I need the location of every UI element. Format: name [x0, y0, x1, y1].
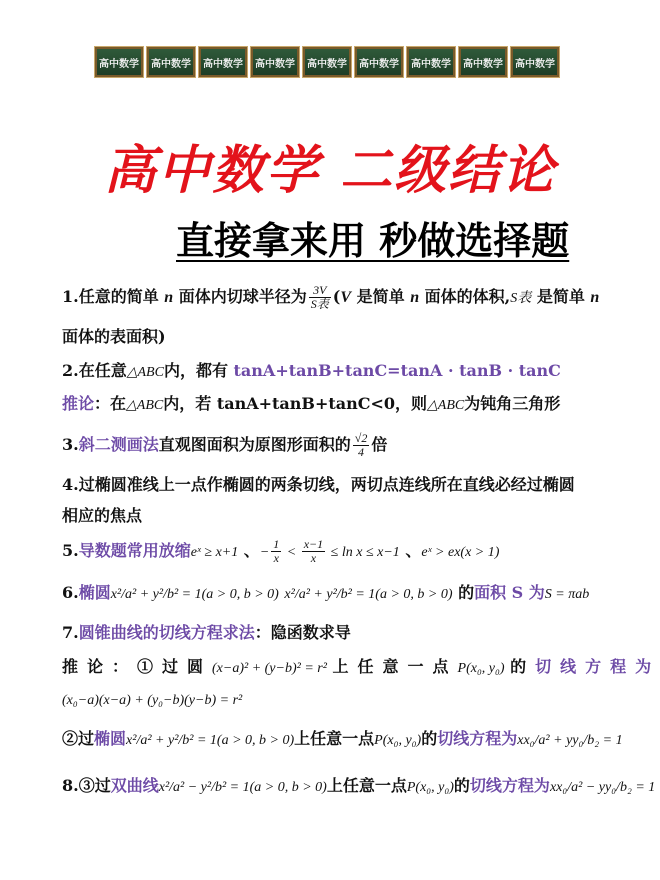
text: 内，若 tanA+tanB+tanC<0，则	[163, 394, 428, 413]
fraction-radius	[309, 284, 331, 311]
math-s: S表	[510, 291, 532, 306]
text: 5.	[62, 541, 79, 560]
badge: 高中数学	[95, 47, 143, 77]
highlight: 椭圆	[78, 583, 111, 602]
text: 面体内切球半径为	[173, 287, 307, 306]
math-circle: (x−a)² + (y−b)² = r²	[212, 661, 327, 676]
text: 面体的表面积)	[62, 327, 166, 346]
badge: 高中数学	[459, 47, 507, 77]
math-minus: −	[259, 545, 270, 560]
badge: 高中数学	[303, 47, 351, 77]
text: 4.过椭圆准线上一点作椭圆的两条切线，两切点连线所在直线必经过椭圆	[62, 475, 575, 494]
text: 推论：①过圆	[62, 657, 213, 676]
text: 上任意一点	[332, 657, 458, 676]
separator: 、	[238, 541, 260, 560]
math-inequality: ≤ ln x ≤ x−1	[327, 545, 400, 560]
fraction-x1-x	[302, 538, 325, 565]
text: 面体的体积,	[419, 287, 511, 306]
text: 是简单	[351, 287, 411, 306]
frac-num: √2	[354, 431, 368, 445]
text: ②过	[62, 729, 95, 748]
text: 上任意一点	[294, 729, 375, 748]
math-n: n	[590, 289, 600, 306]
math-hyperbola: x²/a² − y²/b² = 1(a > 0, b > 0)	[158, 780, 327, 795]
item-4-line-1	[62, 474, 607, 496]
text: 7.	[62, 623, 79, 642]
tan-identity: tanA+tanB+tanC=tanA · tanB · tanC	[233, 361, 561, 380]
highlight: 切线方程为	[469, 776, 550, 795]
math-n: n	[164, 289, 174, 306]
math-tangent: (x₀−a)(x−a) + (y₀−b)(y−b) = r²	[62, 693, 243, 708]
math-triangle: △ABC	[427, 398, 465, 413]
text: 相应的焦点	[62, 506, 143, 525]
math-ellipse: x²/a² + y²/b² = 1(a > 0, b > 0)	[110, 587, 279, 602]
math-point: P(x₀, y₀)	[374, 733, 422, 748]
frac-num: 1	[273, 537, 280, 551]
math-triangle: △ABC	[126, 365, 164, 380]
math-tangent: xx₀/a² − yy₀/b₂ = 1	[549, 780, 656, 795]
item-2-inference	[62, 393, 607, 417]
math-v: V	[340, 289, 352, 306]
item-1-line-2	[62, 326, 607, 348]
highlight: 面积 S 为	[474, 583, 545, 602]
frac-den: x	[310, 551, 317, 565]
fraction-sqrt2-4	[353, 432, 370, 459]
math-point: P(x₀, y₀)	[457, 661, 505, 676]
text: 的	[453, 776, 470, 795]
text: 直观图面积为原图形面积的	[158, 435, 351, 454]
highlight: 双曲线	[110, 776, 159, 795]
item-6	[62, 582, 607, 606]
page-subtitle: 直接拿来用 秒做选择题	[176, 219, 570, 263]
item-2-line-1	[62, 360, 607, 384]
badge: 高中数学	[147, 47, 195, 77]
item-3	[62, 432, 607, 459]
math-n: n	[410, 289, 420, 306]
highlight: 切线方程为	[535, 657, 660, 676]
item-7-title	[62, 622, 607, 644]
item-4-line-2	[62, 505, 607, 527]
item-1-line-1	[62, 284, 607, 311]
item-7-inference-2	[62, 728, 623, 752]
math-area: S = πab	[544, 587, 590, 602]
math-op: <	[283, 545, 300, 560]
frac-den: x	[273, 551, 279, 565]
text: 倍	[371, 435, 388, 454]
text: 是简单	[531, 287, 591, 306]
highlight: 圆锥曲线的切线方程求法	[78, 623, 255, 642]
math-triangle: △ABC	[126, 398, 164, 413]
text: 上任意一点	[326, 776, 407, 795]
badge: 高中数学	[511, 47, 559, 77]
math-inequality: eˣ > ex(x > 1)	[421, 545, 500, 560]
badge: 高中数学	[407, 47, 455, 77]
text: 为钝角三角形	[464, 394, 561, 413]
item-5	[62, 538, 607, 565]
frac-den: S表	[310, 297, 329, 311]
frac-den: 4	[358, 445, 365, 459]
badge: 高中数学	[199, 47, 247, 77]
math-tangent: xx₀/a² + yy₀/b₂ = 1	[517, 733, 623, 748]
highlight: 导数题常用放缩	[78, 541, 191, 560]
text: 的	[510, 657, 536, 676]
badge: 高中数学	[355, 47, 403, 77]
highlight: 椭圆	[94, 729, 127, 748]
frac-num: x−1	[303, 537, 324, 551]
text: 的	[421, 729, 438, 748]
math-ellipse: x²/a² + y²/b² = 1(a > 0, b > 0)	[126, 733, 295, 748]
highlight: 斜二测画法	[78, 435, 159, 454]
text: (	[332, 287, 341, 306]
math-ellipse: x²/a² + y²/b² = 1(a > 0, b > 0)	[284, 587, 453, 602]
badge-row	[95, 47, 559, 77]
math-inequality: eˣ ≥ x+1	[190, 545, 239, 560]
badge: 高中数学	[251, 47, 299, 77]
math-point: P(x₀, y₀)	[406, 780, 454, 795]
text: 6.	[62, 583, 79, 602]
text: 3.	[62, 435, 79, 454]
item-7-inference-1	[62, 656, 660, 680]
frac-num: 3V	[309, 284, 331, 298]
text: ：隐函数求导	[254, 623, 351, 642]
fraction-1-x	[271, 538, 281, 565]
text: ：在	[94, 394, 127, 413]
item-8	[62, 775, 656, 799]
item-7-tangent-circle	[62, 688, 607, 712]
text: 的	[452, 583, 475, 602]
page-title: 高中数学 二级结论	[103, 141, 557, 201]
text: 1.任意的简单	[62, 287, 165, 306]
text: 2.在任意	[62, 361, 127, 380]
separator: 、	[399, 541, 422, 560]
text: 8.③过	[62, 776, 111, 795]
highlight: 切线方程为	[437, 729, 518, 748]
text: 内，都有	[163, 361, 234, 380]
inference-label: 推论	[62, 394, 95, 413]
